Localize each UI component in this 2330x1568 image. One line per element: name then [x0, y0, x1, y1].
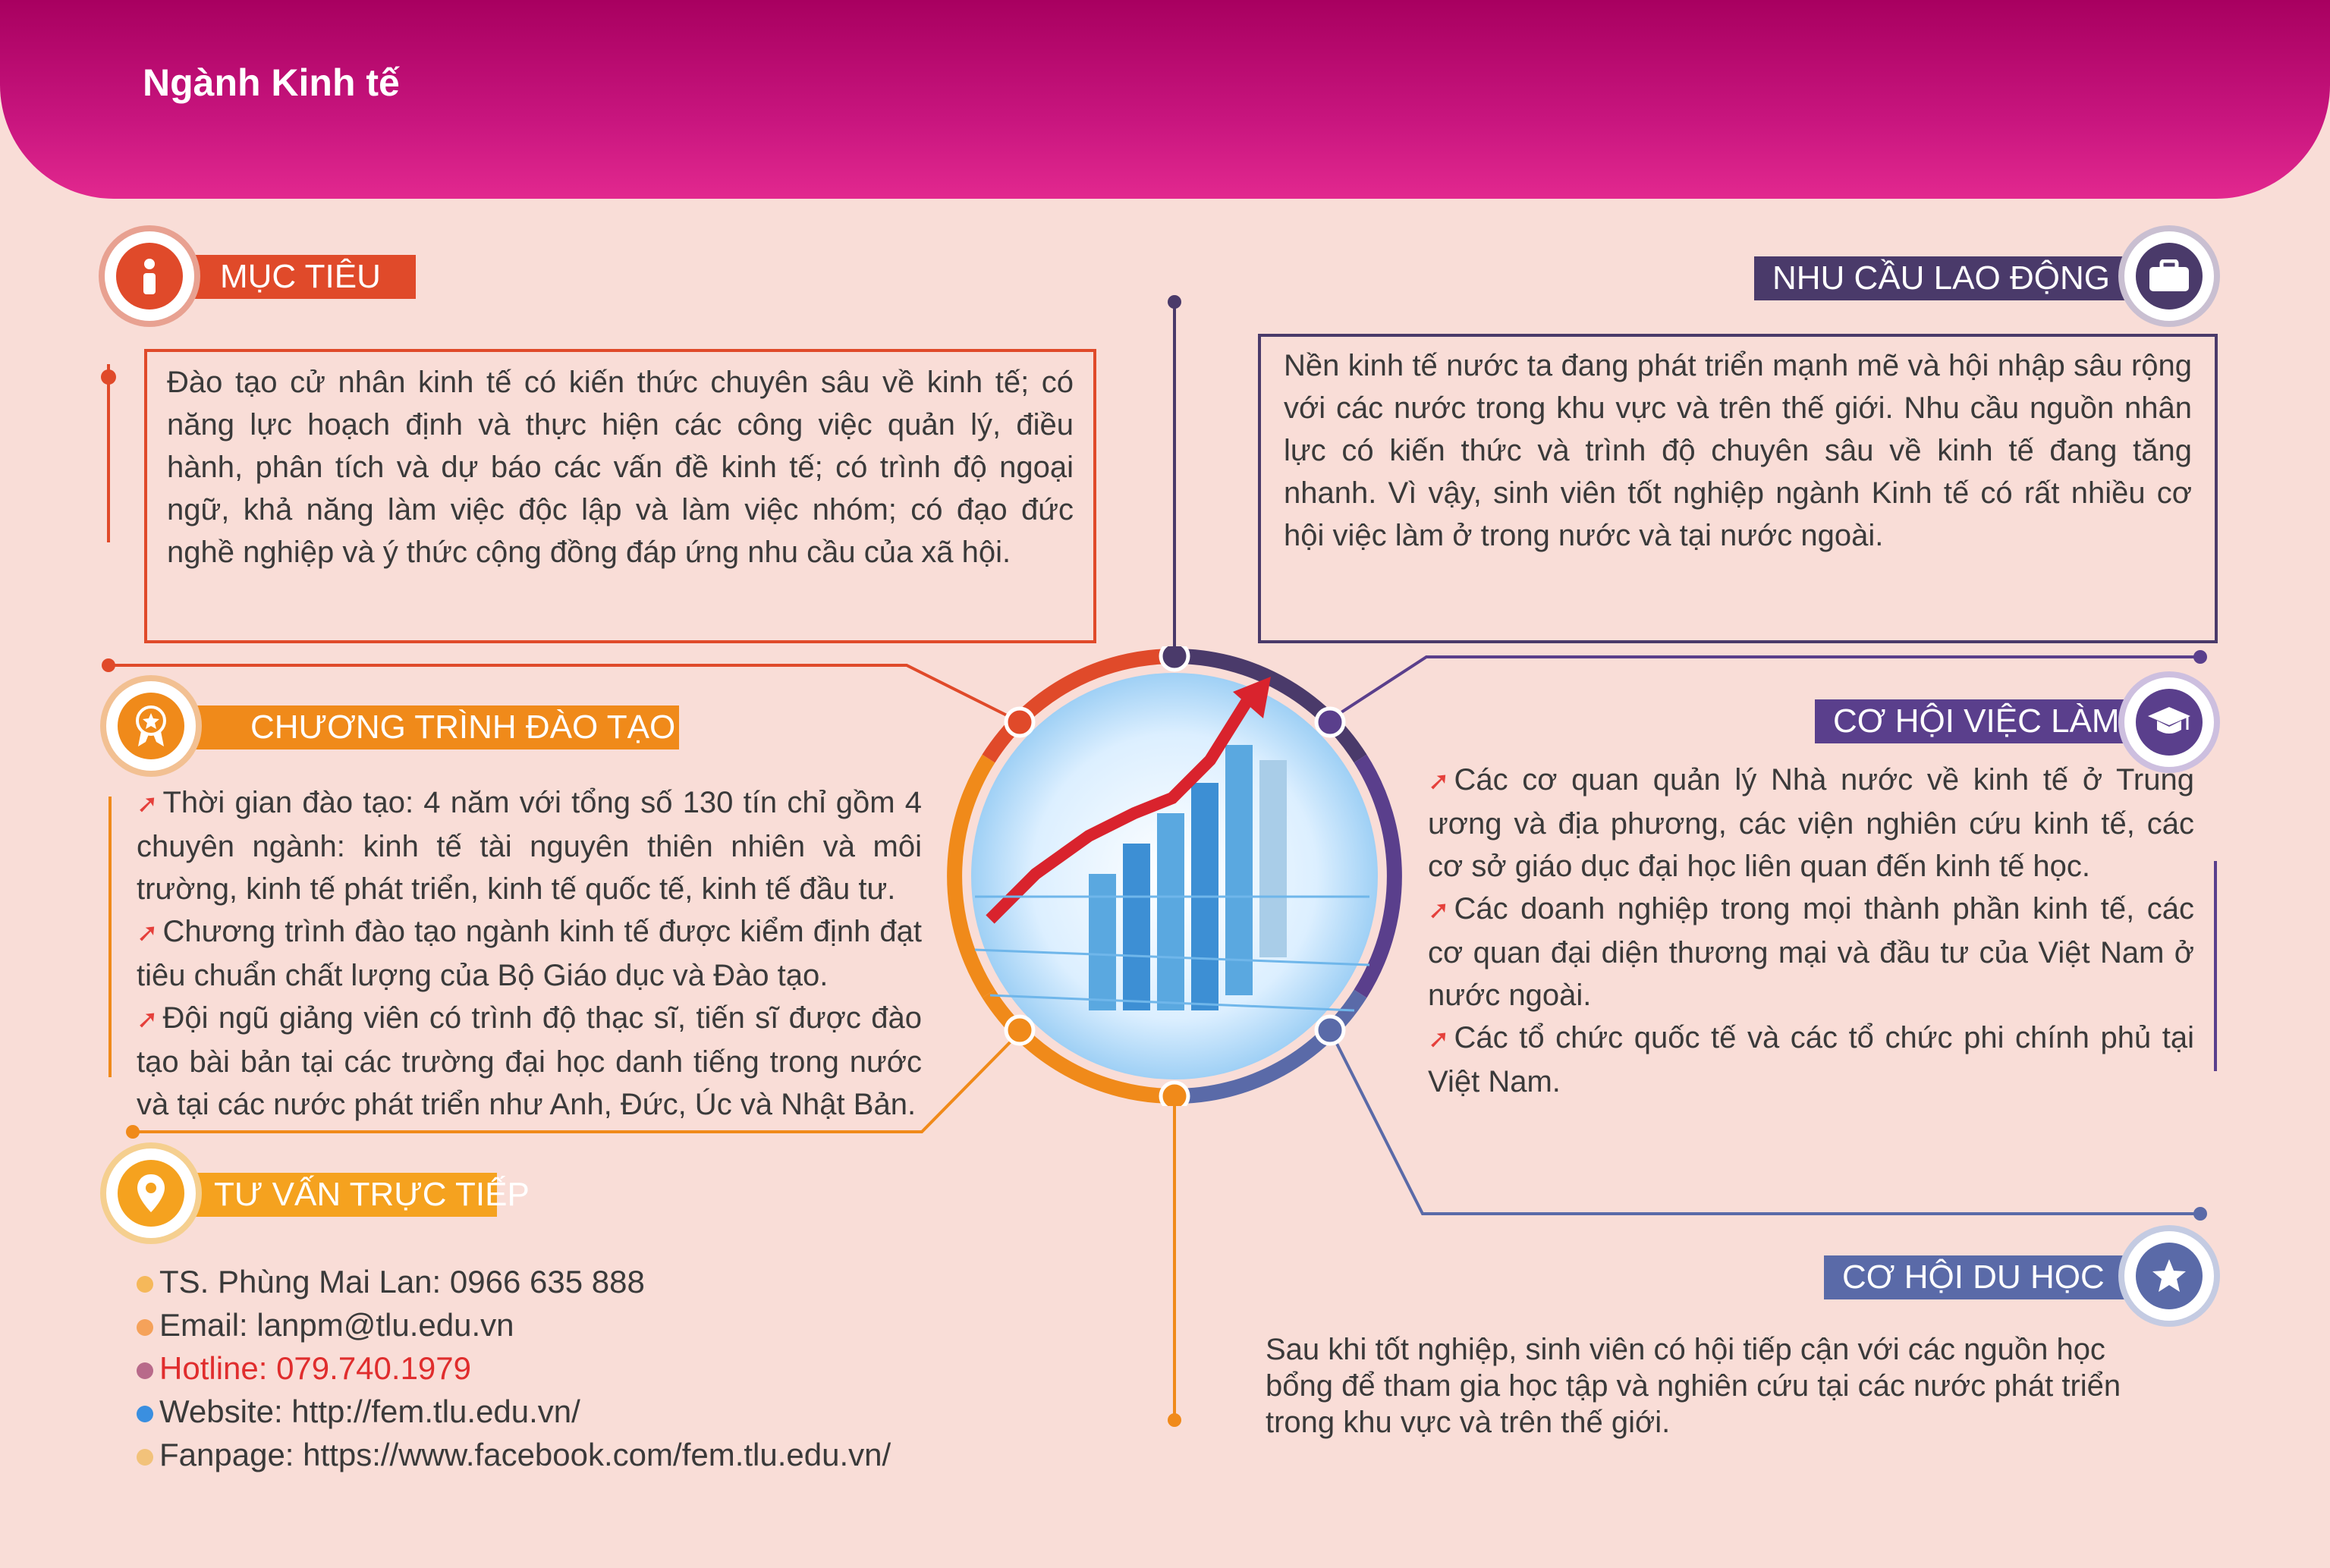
du-hoc-text: Sau khi tốt nghiệp, sinh viên có hội tiếp cận với các nguồn học bổng để tham gia học tập và nghiên cứu tại các nước phát triển trong khu vực và trên thế giới.: [1266, 1333, 2121, 1439]
tu-van-badge: [106, 1149, 196, 1238]
list-item: ➚ Đội ngũ giảng viên có trình độ thạc sĩ, tiến sĩ được đào tạo bài bản tại các trường đại học danh tiếng trong nước và tại các nước phát triển như Anh, Đức, Úc và Nhật Bản.: [137, 1001, 922, 1121]
phone-icon: [137, 1276, 153, 1293]
arrow-bullet-icon: ➚: [1428, 896, 1450, 925]
nhu-cau-text: Nền kinh tế nước ta đang phát triển mạnh mẽ và hội nhập sâu rộng với các nước trong khu vực và trên thế giới. Nhu cầu nguồn nhân lực có kiến thức và trình độ chuyên sâu về kinh tế đang tăng nhanh. Vì vậy, sinh viên tốt nghiệp ngành Kinh tế có rất nhiều cơ hội việc làm ở trong nước và tại nước ngoài.: [1284, 349, 2192, 552]
co-hoi-viec-lam-label: CƠ HỘI VIỆC LÀM: [1815, 699, 2165, 743]
list-item: ➚ Các cơ quan quản lý Nhà nước về kinh tế ở Trung ương và địa phương, các viện nghiên cứu kinh tế, các cơ sở giáo dục đại học liên quan đến kinh tế học.: [1428, 763, 2194, 883]
contact-fanpage[interactable]: Fanpage: https://www.facebook.com/fem.tlu.edu.vn/: [137, 1433, 891, 1476]
contact-phone: TS. Phùng Mai Lan: 0966 635 888: [137, 1260, 891, 1303]
du-hoc-badge: [2124, 1231, 2214, 1321]
list-item: ➚ Các tổ chức quốc tế và các tổ chức phi chính phủ tại Việt Nam.: [1428, 1021, 2194, 1098]
tu-van-label: TƯ VẤN TRỰC TIẾP: [182, 1173, 497, 1217]
muc-tieu-badge: [105, 231, 194, 321]
nhu-cau-label: NHU CẦU LAO ĐỘNG: [1754, 256, 2168, 300]
arrow-bullet-icon: ➚: [137, 790, 159, 819]
center-graphic: [945, 646, 1404, 1110]
muc-tieu-text: Đào tạo cử nhân kinh tế có kiến thức chuyên sâu về kinh tế; có năng lực hoạch định và thực hiện các công việc quản lý, điều hành, phân tích và dự báo các vấn đề kinh tế; có trình độ ngoại ngữ, khả năng làm việc độc lập và làm việc nhóm; có đạo đức nghề nghiệp và ý thức cộng đồng đáp ứng nhu cầu của xã hội.: [167, 366, 1074, 569]
arrow-bullet-icon: ➚: [1428, 1025, 1450, 1054]
list-item: ➚ Các doanh nghiệp trong mọi thành phần kinh tế, các cơ quan đại diện thương mại và đầu tư của Việt Nam ở nước ngoài.: [1428, 892, 2194, 1012]
contact-list: [137, 1260, 891, 1476]
chuong-trinh-label: CHƯƠNG TRÌNH ĐÀO TẠO: [182, 705, 679, 749]
co-hoi-viec-lam-list: [1428, 759, 2194, 1103]
email-icon: [137, 1319, 153, 1336]
chuong-trinh-list: [137, 781, 922, 1126]
arrow-bullet-icon: ➚: [1428, 767, 1450, 796]
muc-tieu-box: [144, 349, 1096, 643]
contact-email[interactable]: Email: lanpm@tlu.edu.vn: [137, 1303, 891, 1346]
muc-tieu-label: MỤC TIÊU: [182, 255, 416, 299]
briefcase-icon: [2136, 243, 2203, 310]
graduation-cap-icon: [2136, 689, 2203, 756]
arrow-bullet-icon: ➚: [137, 1005, 159, 1034]
nhu-cau-badge: [2124, 231, 2214, 321]
co-hoi-viec-lam-badge: [2124, 677, 2214, 767]
arrow-bullet-icon: ➚: [137, 919, 159, 947]
info-icon: [116, 243, 183, 310]
location-pin-icon: [118, 1160, 184, 1227]
list-item: ➚ Thời gian đào tạo: 4 năm với tổng số 130 tín chỉ gồm 4 chuyên ngành: kinh tế tài nguyên thiên nhiên và môi trường, kinh tế phát triển, kinh tế quốc tế, kinh tế đầu tư.: [137, 786, 922, 906]
facebook-icon: [137, 1449, 153, 1466]
web-icon: [137, 1406, 153, 1422]
nhu-cau-box: [1258, 334, 2218, 643]
page-title: Ngành Kinh tế: [143, 61, 400, 104]
hotline-icon: [137, 1362, 153, 1379]
award-icon: [118, 693, 184, 759]
contact-website[interactable]: Website: http://fem.tlu.edu.vn/: [137, 1390, 891, 1433]
star-icon: [2136, 1243, 2203, 1309]
du-hoc-label: CƠ HỘI DU HỌC: [1824, 1255, 2165, 1299]
contact-hotline: Hotline: 079.740.1979: [137, 1346, 891, 1390]
list-item: ➚ Chương trình đào tạo ngành kinh tế được kiểm định đạt tiêu chuẩn chất lượng của Bộ Giáo dục và Đào tạo.: [137, 915, 922, 992]
chuong-trinh-badge: [106, 681, 196, 771]
